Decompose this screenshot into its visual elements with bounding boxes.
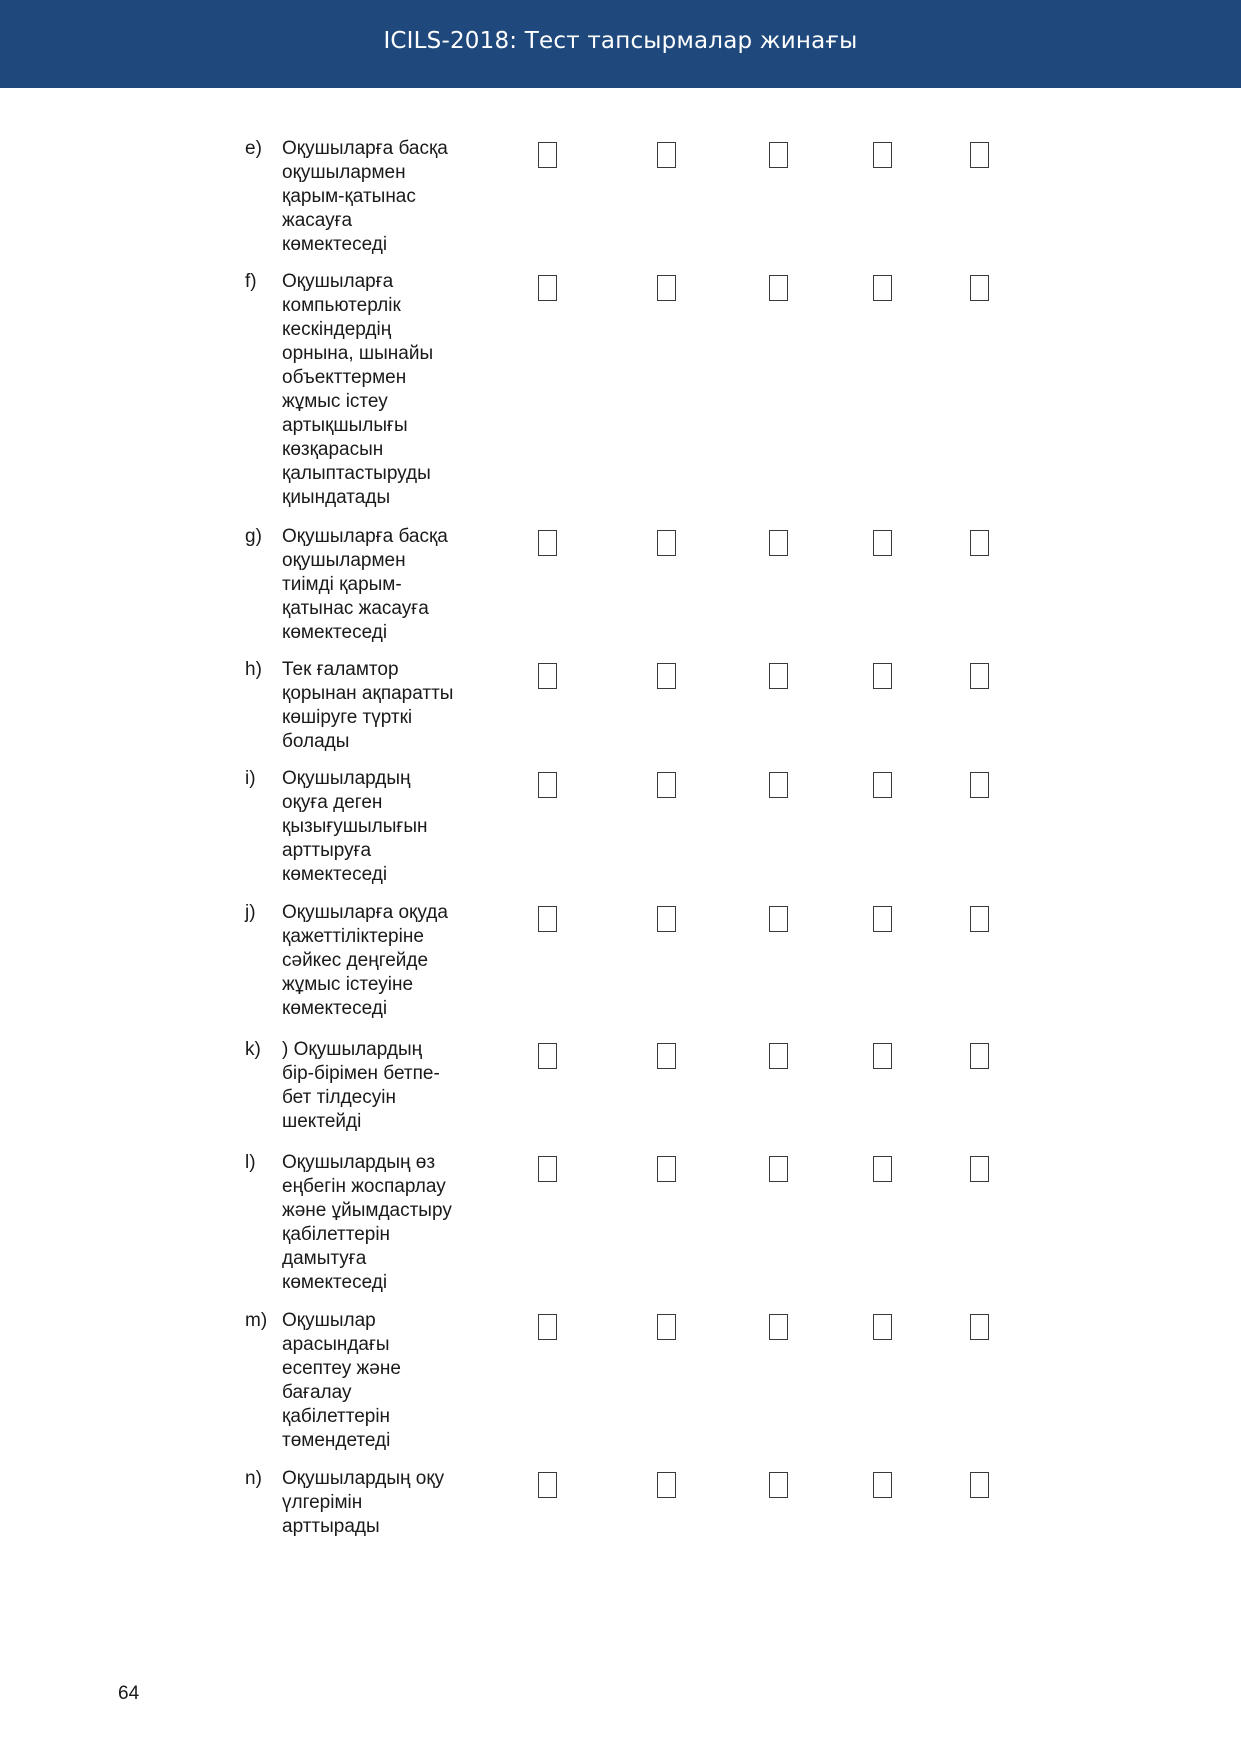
item-statement: Оқушыларға басқа оқушылармен қарым-қатынас жасауға көмектеседі [282, 138, 448, 255]
response-checkbox[interactable] [538, 275, 557, 301]
page-number: 64 [118, 1683, 140, 1704]
response-checkbox[interactable] [769, 663, 788, 689]
response-checkbox[interactable] [538, 1314, 557, 1340]
response-checkbox[interactable] [873, 142, 892, 168]
response-checkbox[interactable] [657, 142, 676, 168]
response-checkbox[interactable] [538, 1043, 557, 1069]
response-checkbox[interactable] [873, 663, 892, 689]
item-letter: g) [245, 526, 262, 547]
item-letter: n) [245, 1468, 262, 1489]
item-statement: Оқушылардың өз еңбегін жоспарлау және ұйымдастыру қабілеттерін дамытуға көмектеседі [282, 1152, 452, 1293]
response-checkbox[interactable] [538, 906, 557, 932]
response-checkbox[interactable] [657, 772, 676, 798]
item-statement: Тек ғаламтор қорынан ақпаратты көшіруге түрткі болады [282, 659, 454, 752]
item-statement: Оқушылардың оқу үлгерімін арттырады [282, 1468, 445, 1537]
response-checkbox[interactable] [970, 142, 989, 168]
response-checkbox[interactable] [769, 1472, 788, 1498]
response-checkbox[interactable] [657, 275, 676, 301]
response-checkbox[interactable] [970, 1472, 989, 1498]
response-checkbox[interactable] [769, 142, 788, 168]
item-letter: f) [245, 271, 257, 292]
item-letter: k) [245, 1039, 261, 1060]
item-letter: e) [245, 138, 262, 159]
response-checkbox[interactable] [873, 906, 892, 932]
response-checkbox[interactable] [769, 1156, 788, 1182]
response-checkbox[interactable] [657, 1043, 676, 1069]
item-statement: Оқушылар арасындағы есептеу және бағалау қабілеттерін төмендетеді [282, 1310, 401, 1451]
response-checkbox[interactable] [769, 1314, 788, 1340]
response-checkbox[interactable] [873, 530, 892, 556]
response-checkbox[interactable] [657, 663, 676, 689]
item-letter: i) [245, 768, 256, 789]
response-checkbox[interactable] [657, 530, 676, 556]
response-checkbox[interactable] [657, 1314, 676, 1340]
response-checkbox[interactable] [769, 906, 788, 932]
response-checkbox[interactable] [538, 142, 557, 168]
response-checkbox[interactable] [538, 772, 557, 798]
item-statement: Оқушыларға басқа оқушылармен тиімді қарым- қатынас жасауға көмектеседі [282, 526, 448, 643]
response-checkbox[interactable] [873, 1314, 892, 1340]
response-checkbox[interactable] [769, 1043, 788, 1069]
response-checkbox[interactable] [657, 906, 676, 932]
response-checkbox[interactable] [769, 530, 788, 556]
response-checkbox[interactable] [769, 772, 788, 798]
item-statement: Оқушыларға оқуда қажеттіліктеріне сәйкес деңгейде жұмыс істеуіне көмектеседі [282, 902, 448, 1019]
header-title: ICILS-2018: Тест тапсырмалар жинағы [383, 28, 858, 54]
response-checkbox[interactable] [538, 1472, 557, 1498]
response-checkbox[interactable] [970, 530, 989, 556]
response-checkbox[interactable] [970, 1043, 989, 1069]
item-statement: Оқушылардың оқуға деген қызығушылығын арттыруға көмектеседі [282, 768, 428, 885]
response-checkbox[interactable] [538, 530, 557, 556]
item-letter: m) [245, 1310, 268, 1331]
response-checkbox[interactable] [873, 275, 892, 301]
item-statement: ) Оқушылардың бір-бірімен бетпе- бет тілдесуін шектейді [282, 1039, 440, 1132]
response-checkbox[interactable] [873, 1043, 892, 1069]
item-statement: Оқушыларға компьютерлік кескіндердің орнына, шынайы объекттермен жұмыс істеу артықшылығы көзқарасын қалыптастыруды қиындатады [282, 271, 434, 508]
response-checkbox[interactable] [657, 1472, 676, 1498]
response-checkbox[interactable] [970, 663, 989, 689]
item-letter: j) [245, 902, 256, 923]
response-checkbox[interactable] [970, 772, 989, 798]
item-letter: l) [245, 1152, 256, 1173]
response-checkbox[interactable] [873, 1472, 892, 1498]
response-checkbox[interactable] [970, 1314, 989, 1340]
response-checkbox[interactable] [873, 1156, 892, 1182]
response-checkbox[interactable] [538, 1156, 557, 1182]
response-checkbox[interactable] [657, 1156, 676, 1182]
item-letter: h) [245, 659, 262, 680]
response-checkbox[interactable] [873, 772, 892, 798]
response-checkbox[interactable] [970, 906, 989, 932]
response-checkbox[interactable] [970, 275, 989, 301]
response-checkbox[interactable] [970, 1156, 989, 1182]
response-checkbox[interactable] [538, 663, 557, 689]
response-checkbox[interactable] [769, 275, 788, 301]
